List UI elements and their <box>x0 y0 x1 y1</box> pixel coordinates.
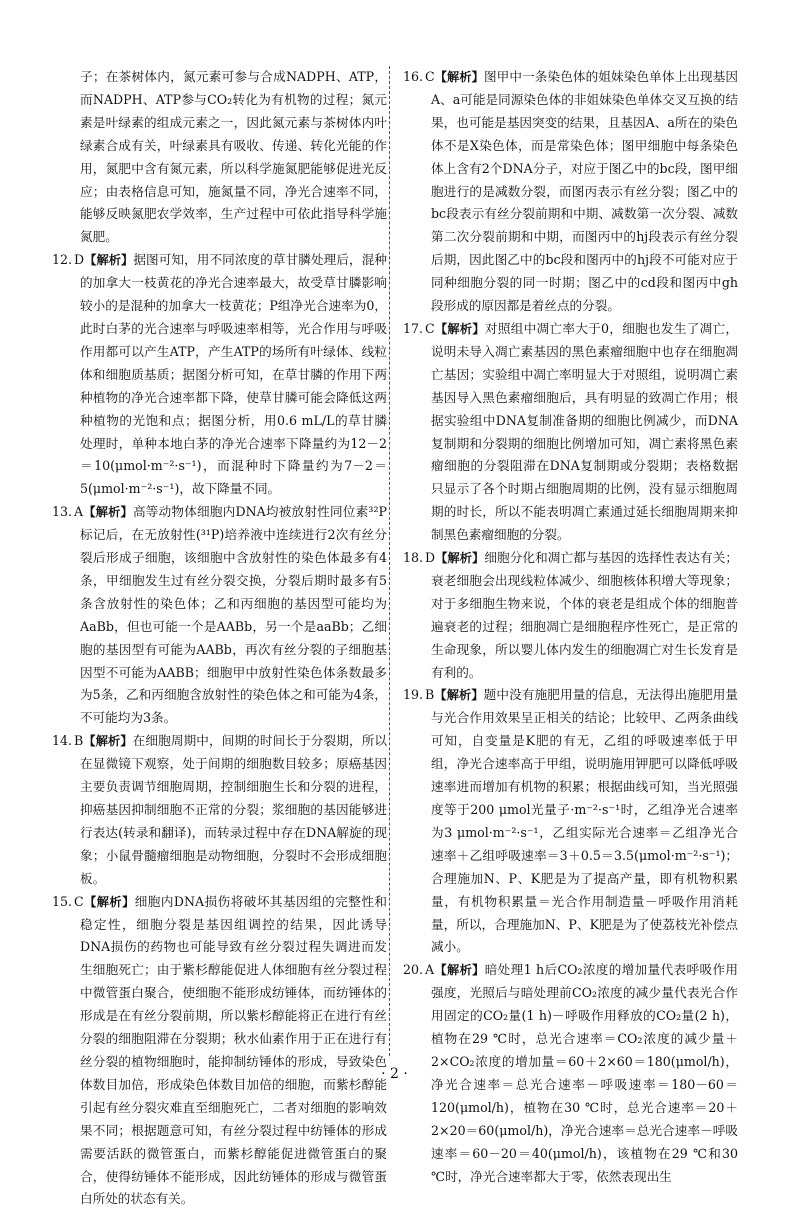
analysis-tag: 【解析】 <box>434 688 484 703</box>
analysis-tag: 【解析】 <box>434 321 485 336</box>
continuation-text: 子；在茶树体内，氮元素可参与合成NADPH、ATP，而NADPH、ATP参与CO₂转化为有机物的过程；氮元素是叶绿素的组成元素之一，因此氮元素与茶树体内叶绿素合成有关，叶绿素具有吸收、传递、转化光能的作用，氮肥中含有氮元素，所以科学施氮肥能够促进光反应；由表格信息可知，施氮量不同，净光合速率不同，能够反映氮肥农学效率，生产过程中可依此指导科学施氮肥。 <box>80 69 387 245</box>
answer-item-14 <box>52 730 387 890</box>
item-number: 14. <box>52 733 73 749</box>
analysis-tag: 【解析】 <box>434 963 485 978</box>
answer-letter: B <box>74 733 84 749</box>
item-number: 12. <box>52 252 73 268</box>
answer-item-17 <box>403 318 738 547</box>
analysis-text: 高等动物体细胞内DNA均被放射性同位素³²P标记后，在无放射性(³¹P)培养液中连续进行2次有丝分裂后形成子细胞，该细胞中含放射性的染色体最多有4条，甲细胞发生过有丝分裂交换，分裂后期时最多有5条含放射性的染色体；乙和丙细胞的基因型可能均为AaBb，但也可能一个是AABb，另一个是aaBb；乙细胞的基因型有可能为AABb，再次有丝分裂的子细胞基因型不可能为AABB；细胞甲中放射性染色体条数最多为5条，乙和丙细胞含放射性的染色体之和可能为4条，不可能均为3条。 <box>80 504 387 726</box>
item-number: 17. <box>403 320 424 336</box>
item-number: 16. <box>403 69 424 84</box>
analysis-tag: 【解析】 <box>84 253 134 268</box>
answer-letter: A <box>425 962 435 978</box>
answer-letter: C <box>74 893 84 909</box>
answer-item-16 <box>403 66 738 318</box>
page-number: · 2 · <box>381 1066 408 1082</box>
analysis-tag: 【解析】 <box>434 70 484 84</box>
answer-letter: D <box>425 550 436 566</box>
analysis-text: 据图可知，用不同浓度的草甘膦处理后，混种的加拿大一枝黄花的净光合速率最大，故受草甘膦影响较小的是混种的加拿大一枝黄花；P组净光合速率为0，此时白茅的光合速率与呼吸速率相等，光合作用与呼吸作用都可以产生ATP，产生ATP的场所有叶绿体、线粒体和细胞质基质；据图分析可知，在草甘膦的作用下两种植物的净光合速率都下降，使草甘膦可能会降低这两种植物的光饱和点；据图分析，用0.6 mL/L的草甘膦处理时，单种本地白茅的净光合速率下降量约为12－2＝10(μmol·m⁻²·s⁻¹)，而混种时下降量约为7－2＝5(μmol·m⁻²·s⁻¹)，故下降量不同。 <box>80 252 388 497</box>
answer-letter: C <box>425 69 435 84</box>
answer-item-19 <box>403 684 738 959</box>
answer-letter: B <box>425 687 435 703</box>
answer-item-13 <box>52 501 387 730</box>
answer-letter: D <box>74 252 85 268</box>
analysis-text: 细胞内DNA损伤将破坏其基因组的完整性和稳定性，细胞分裂是基因组调控的结果，因此诱导DNA损伤的药物也可能导致有丝分裂过程失调进而发生细胞死亡；由于紫杉醇能促进人体细胞有丝分裂过程中微管蛋白聚合，使细胞不能形成纺锤体，而纺锤体的形成是在有丝分裂前期，所以紫杉醇能将正在进行有丝分裂的细胞阻滞在分裂期；秋水仙素作用于正在进行有丝分裂的植物细胞时，能抑制纺锤体的形成，导致染色体数目加倍，形成染色体数目加倍的细胞，而紫杉醇能引起有丝分裂灾难直至细胞死亡，二者对细胞的影响效果不同；根据题意可知，有丝分裂过程中纺锤体的形成需要活跃的微管蛋白，而紫杉醇能促进微管蛋白的聚合，使得纺锤体不能形成，因此纺锤体的形成与微管蛋白所处的状态有关。 <box>80 893 387 1207</box>
answer-item-18 <box>403 547 738 684</box>
analysis-text: 图甲中一条染色体的姐妹染色单体上出现基因A、a可能是同源染色体的非姐妹染色单体交叉互换的结果，也可能是基因突变的结果，且基因A、a所在的染色体不是X染色体，而是常染色体；图甲细胞中每条染色体上含有2个DNA分子，对应于图乙中的bc段，图甲细胞进行的是减数分裂，而图丙表示有丝分裂；图乙中的bc段表示有丝分裂前期和中期、减数第一次分裂、减数第二次分裂前期和中期，而图丙中的hj段表示有丝分裂后期，因此图乙中的bc段和图丙中的hj段不可能对应于同种细胞分裂的同一时期；图乙中的cd段和图丙中gh段形成的原因都是着丝点的分裂。 <box>431 69 739 314</box>
item-number: 18. <box>403 550 424 566</box>
answer-item-12 <box>52 249 387 501</box>
answer-letter: C <box>425 320 435 336</box>
analysis-text: 题中没有施肥用量的信息，无法得出施肥用量与光合作用效果呈正相关的结论；比较甲、乙两条曲线可知，自变量是K肥的有无，乙组的呼吸速率低于甲组，净光合速率高于甲组，说明施用钾肥可以降低呼吸速率进而增加有机物的积累；根据曲线可知，当光照强度等于200 μmol光量子·m⁻²·s⁻¹时，乙组净光合速率为3 μmol·m⁻²·s⁻¹，乙组实际光合速率＝乙组净光合速率＋乙组呼吸速率＝3＋0.5＝3.5(μmol·m⁻²·s⁻¹)；合理施加N、P、K肥是为了提高产量，即有机物积累量，有机物积累量＝光合作用制造量－呼吸作用消耗量，所以，合理施加N、P、K肥是为了使荔枝光补偿点减小。 <box>431 687 739 955</box>
analysis-tag: 【解析】 <box>83 734 133 749</box>
analysis-text: 暗处理1 h后CO₂浓度的增加量代表呼吸作用强度，光照后与暗处理前CO₂浓度的减少量代表光合作用固定的CO₂量(1 h)－呼吸作用释放的CO₂量(2 h)，植物在29 ℃时，总光合速率＝CO₂浓度的减少量＋2×CO₂浓度的增加量＝60＋2×60＝180(μmol/h)，净光合速率＝总光合速率－呼吸速率＝180－60＝120(μmol/h)，植物在30 ℃时，总光合速率＝20＋2×20＝60(μmol/h)，净光合速率＝总光合速率－呼吸速率＝60－20＝40(μmol/h)，该植物在29 ℃和30 ℃时，净光合速率都大于零，依然表现出生 <box>431 962 739 1184</box>
item-number: 15. <box>52 893 73 909</box>
left-column <box>52 66 387 1211</box>
answer-item-15 <box>52 891 387 1211</box>
column-divider <box>389 66 390 1056</box>
analysis-text: 对照组中凋亡率大于0，细胞也发生了凋亡，说明未导入凋亡素基因的黑色素瘤细胞中也存在细胞凋亡基因；实验组中凋亡率明显大于对照组，说明凋亡素基因导入黑色素瘤细胞后，具有明显的致凋亡作用；根据实验组中DNA复制准备期的细胞比例减少，而DNA复制期和分裂期的细胞比例增加可知，凋亡素将黑色素瘤细胞的分裂阻滞在DNA复制期或分裂期；表格数据只显示了各个时期占细胞周期的比例，没有显示细胞周期的时长，所以不能表明凋亡素通过延长细胞周期来抑制黑色素瘤细胞的分裂。 <box>431 320 739 543</box>
right-column <box>403 66 738 1188</box>
analysis-text: 在细胞周期中，间期的时间长于分裂期，所以在显微镜下观察，处于间期的细胞数目较多；原癌基因主要负责调节细胞周期，控制细胞生长和分裂的进程，抑癌基因抑制细胞不正常的分裂；浆细胞的基因能够进行表达(转录和翻译)，而转录过程中存在DNA解旋的现象；小鼠骨髓瘤细胞是动物细胞，分裂时不会形成细胞板。 <box>80 733 388 886</box>
item-number: 13. <box>52 504 73 520</box>
answer-letter: A <box>74 504 84 520</box>
analysis-tag: 【解析】 <box>435 551 485 566</box>
analysis-tag: 【解析】 <box>83 505 133 520</box>
analysis-tag: 【解析】 <box>83 894 135 909</box>
item-number: 20. <box>403 962 424 978</box>
analysis-text: 细胞分化和凋亡都与基因的选择性表达有关；衰老细胞会出现线粒体减少、细胞核体积增大等现象；对于多细胞生物来说，个体的衰老是组成个体的细胞普遍衰老的过程；细胞凋亡是细胞程序性死亡，是正常的生命现象，所以婴儿体内发生的细胞凋亡对生长发育是有利的。 <box>431 550 739 680</box>
item-number: 19. <box>403 687 424 703</box>
